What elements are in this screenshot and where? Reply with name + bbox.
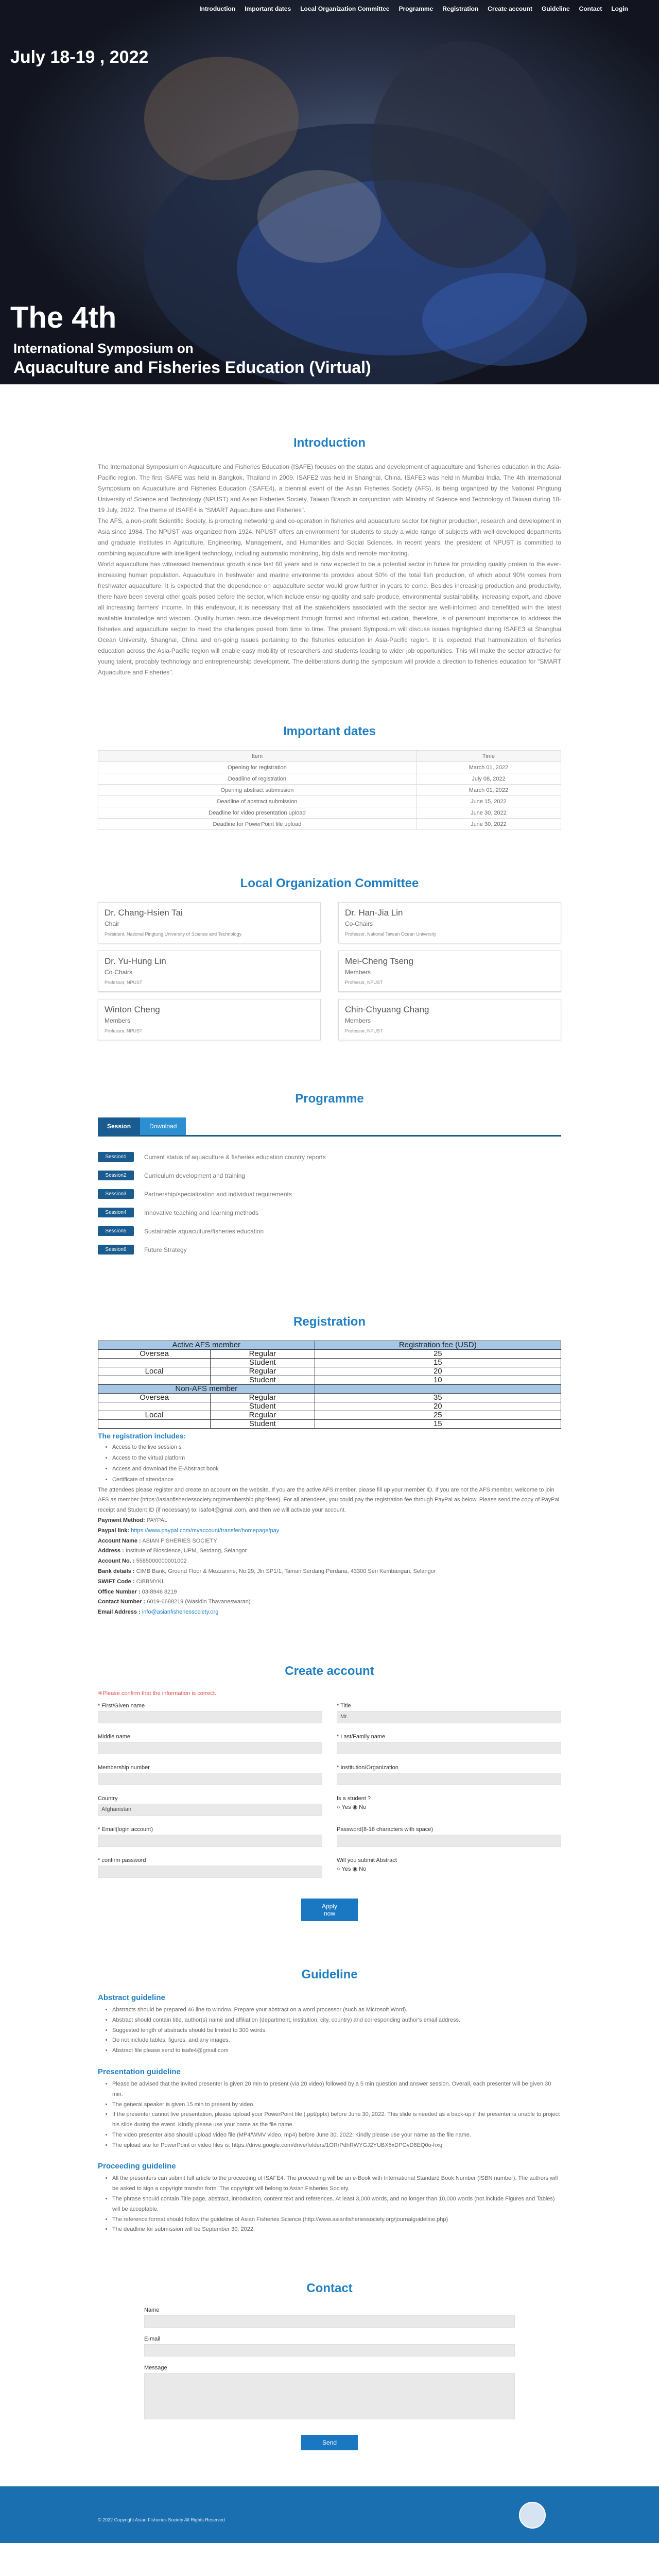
intro-paragraph: World aquaculture has witnessed tremendous growth since last 60 years and is now expected to be a potential sector in future for providing quality protein to the ever-increasing human population. Aquaculture in freshwater and marine environments provides about 50% of the total fish production, of which about 90% comes from freshwater aquaculture. It is expected that the dependence on aquaculture sector would grow further in years to come. Besides increasing production and productivity, there have been several other goals posed before the sector, which include ensuring quality and safe produce, environmental sustainability, increasing export, and above all increasing farmers' income. In this endeavour, it is necessary that all the stakeholders associated with the sector are well-informed and benefitted with the latest available knowledge and wisdom. Quality human resource development through formal and informal education, therefore, is of paramount importance to address the fisheries and aquaculture sector to meet the challenges posed from time to time. The present Symposium will discuss issues highlighted during ISAFE3 at Shanghai Ocean University, Shanghai, China and on-going issues pertaining to the fisheries education in Asia-Pacific region. It is expected that harmonization of fisheries education across the Asia-Pacific region will enable easy mobility of researchers and students leading to wider job opportunities. This will make the sector attractive for young talent, probably technology and entrepreneurship development. The deliberations during the symposium will provide a direction to fisheries education for "SMART Aquaculture and Fisheries". — [98, 561, 561, 676]
member-role: Co-Chairs — [345, 920, 373, 927]
session-title: Partnership/specialization and individual requirements — [144, 1190, 292, 1198]
member-role: Members — [345, 969, 371, 976]
nav-login[interactable]: Login — [611, 5, 628, 12]
contact-message-textarea[interactable] — [144, 2373, 515, 2419]
student-radio-group — [337, 1804, 561, 1810]
create-account-section — [98, 1618, 561, 1921]
important-dates-section — [98, 678, 561, 830]
list-item — [98, 1152, 561, 1162]
list-item: • The deadline for submission will be September 30, 2022. — [112, 2225, 561, 2235]
nav-programme[interactable]: Programme — [398, 5, 433, 12]
field-label: Country — [98, 1795, 118, 1802]
list-item: • The phrase should contain Title page, abstract, introduction, content text and references. At least 3,000 words, and no longer than 10,000 words (not include Figures and Tables) will be acceptable. — [112, 2194, 561, 2215]
table-header: Active AFS member — [98, 1341, 315, 1350]
table-row — [98, 1420, 561, 1429]
subsection-title: Presentation guideline — [98, 2067, 181, 2076]
table-cell: Regular — [211, 1350, 315, 1359]
table-row — [98, 1359, 561, 1367]
nav-important-dates[interactable]: Important dates — [245, 5, 291, 12]
tab-download[interactable]: Download — [140, 1117, 186, 1135]
nav-create-account[interactable]: Create account — [488, 5, 532, 12]
hero-edition: The 4th — [10, 301, 117, 334]
date-value: March 01, 2022 — [416, 762, 561, 773]
member-affiliation: President, National Pingtung University of Science and Technology — [105, 931, 241, 937]
session-title: Sustainable aquaculture/fisheries education — [144, 1227, 264, 1235]
list-item — [98, 1226, 561, 1236]
table-cell: Oversea — [98, 1350, 211, 1359]
table-cell: 25 — [315, 1411, 561, 1420]
list-item: • Do not include tables, figures, and any images. — [112, 2036, 561, 2046]
member-role: Members — [105, 1017, 131, 1024]
email-link[interactable]: info@asianfisheriessociety.org — [142, 1609, 219, 1616]
field-label: Password(8-16 characters with space) — [337, 1826, 433, 1833]
table-cell: 20 — [315, 1367, 561, 1376]
registration-info — [98, 1432, 561, 1618]
copyright: © 2022 Copyright Asian Fisheries Society All Rights Reserved — [98, 2517, 225, 2523]
list-item: • The reference format should follow the guideline of Asian Fisheries Science (http://www.asianfisheriessociety.org/journalguideline.php) — [112, 2215, 561, 2225]
middle-name-input[interactable] — [98, 1742, 322, 1754]
field-label: Will you submit Abstract — [337, 1857, 397, 1863]
password-field[interactable] — [337, 1835, 561, 1847]
field-label: * Title — [337, 1702, 351, 1709]
section-title: Guideline — [301, 1967, 358, 1981]
date-value: June 30, 2022 — [416, 807, 561, 819]
list-item: • The general speaker is given 15 min to present by video. — [112, 2100, 561, 2110]
table-row — [98, 773, 561, 785]
send-button[interactable]: Send — [301, 2435, 358, 2450]
member-card — [338, 902, 561, 943]
member-affiliation: Professor, NPUST — [345, 1028, 383, 1033]
detail-value: 03-8946 8219 — [142, 1588, 177, 1595]
session-badge: Session1 — [98, 1152, 134, 1162]
nav-introduction[interactable]: Introduction — [199, 5, 236, 12]
introduction-section — [98, 384, 561, 678]
table-cell — [98, 1420, 211, 1429]
section-title: Create account — [285, 1664, 374, 1678]
detail-value: 6019-6688219 (Wasidin Thavaneswaran) — [147, 1599, 251, 1605]
detail-value: 5585000000001002 — [136, 1558, 187, 1565]
hero-date: July 18-19 , 2022 — [10, 47, 149, 67]
member-affiliation: Professor, National Taiwan Ocean University — [345, 931, 437, 937]
detail-key: Payment Method: — [98, 1517, 145, 1523]
table-row — [98, 796, 561, 807]
email-field[interactable] — [98, 1835, 322, 1847]
detail-key: Paypal link: — [98, 1527, 130, 1534]
hero-title: Aquaculture and Fisheries Education (Virtual) — [13, 358, 371, 377]
member-role: Co-Chairs — [105, 969, 133, 976]
table-row — [98, 819, 561, 830]
section-title: Programme — [295, 1092, 364, 1106]
institution-input[interactable] — [337, 1773, 561, 1785]
radio-no[interactable]: ◉ — [352, 1804, 359, 1810]
contact-name-input[interactable] — [144, 2315, 515, 2328]
detail-key: SWIFT Code : — [98, 1578, 135, 1585]
member-name: Mei-Cheng Tseng — [345, 956, 413, 966]
programme-tabs — [98, 1117, 561, 1137]
table-row — [98, 807, 561, 819]
table-cell: Local — [98, 1411, 211, 1420]
detail-key: Address : — [98, 1548, 124, 1554]
list-item: • All the presenters can submit full article to the proceeding of ISAFE4. The proceeding will be an e-Book with International Standard Book Number (ISBN number). The authors will be asked to sign a copyright transfer form. The copyright will belong to Asian Fisheries Society. — [112, 2174, 561, 2194]
member-role: Members — [345, 1017, 371, 1024]
nav-committee[interactable]: Local Organization Committee — [300, 5, 390, 12]
member-name: Winton Cheng — [105, 1005, 160, 1014]
field-label: Message — [144, 2365, 167, 2371]
session-badge: Session2 — [98, 1171, 134, 1180]
includes-title: The registration includes: — [98, 1432, 186, 1440]
list-item: • Suggested length of abstracts should be limited to 300 words. — [112, 2026, 561, 2036]
table-cell — [98, 1376, 211, 1385]
dates-table — [98, 750, 561, 830]
list-item: • Abstracts should be prepared 46 line to window. Prepare your abstract on a word processor (such as Microsoft Word). — [112, 2005, 561, 2015]
table-row — [98, 1402, 561, 1411]
registration-note: The attendees please register and create an account on the website. If you are the active AFS member, please fill up your member ID. If you are not the AFS member, welcome to join AFS as member (https://asianfisheriessociety.org/membership.php?fees). For all attendees, you could pay the registration fee through PayPal as below. Please send the copy of PayPal receipt and Student ID (if necessary) to: isafe4@gmail.com, and then we will activate your account. — [98, 1486, 560, 1514]
table-cell: 25 — [315, 1350, 561, 1359]
radio-no[interactable]: ◉ — [352, 1866, 359, 1872]
session-badge: Session3 — [98, 1189, 134, 1199]
list-item: • The video presenter also should upload video file (MP4/WMV video, mp4) before June 30, 2022. Kindly please use your name as the file name. — [112, 2130, 561, 2141]
table-cell: 15 — [315, 1420, 561, 1429]
first-name-input[interactable] — [98, 1711, 322, 1723]
member-name: Dr. Han-Jia Lin — [345, 908, 403, 918]
detail-key: Contact Number : — [98, 1599, 146, 1605]
session-badge: Session4 — [98, 1208, 134, 1217]
table-header: Non-AFS member — [98, 1385, 315, 1394]
member-card — [98, 999, 321, 1040]
table-cell: Local — [98, 1367, 211, 1376]
member-card — [98, 951, 321, 992]
list-item: • Abstract should contain title, author(s) name and affiliation (department, institution, city, country) and corresponding author's email address. — [112, 2015, 561, 2026]
member-card — [338, 951, 561, 992]
list-item: • Abstract file please send to isafe4@gmail.com — [112, 2046, 561, 2056]
detail-key: Bank details : — [98, 1568, 135, 1574]
guideline-section — [98, 1921, 561, 2235]
hero-subtitle: International Symposium on — [13, 341, 194, 356]
date-value: June 15, 2022 — [416, 796, 561, 807]
contact-section — [98, 2235, 561, 2450]
session-badge: Session5 — [98, 1226, 134, 1236]
detail-key: Email Address : — [98, 1609, 141, 1616]
session-title: Curriculum development and training — [144, 1172, 246, 1179]
table-row — [98, 1367, 561, 1376]
list-item — [98, 1189, 561, 1199]
member-card — [338, 999, 561, 1040]
table-cell: Regular — [211, 1367, 315, 1376]
field-label: Membership number — [98, 1764, 150, 1771]
last-name-input[interactable] — [337, 1742, 561, 1754]
table-header: Item — [98, 751, 417, 762]
date-value: March 01, 2022 — [416, 785, 561, 796]
field-label: Is a student ? — [337, 1795, 371, 1802]
date-value: June 30, 2022 — [416, 819, 561, 830]
subsection-title: Proceeding guideline — [98, 2162, 176, 2171]
paypal-link[interactable]: https://www.paypal.com/myaccount/transfer/homepage/pay — [131, 1527, 280, 1534]
field-label: * Last/Family name — [337, 1733, 386, 1740]
date-item: Deadline for video presentation upload — [98, 807, 417, 819]
back-to-top-icon[interactable] — [519, 2502, 546, 2529]
intro-paragraph: The International Symposium on Aquaculture and Fisheries Education (ISAFE) focuses on the status and development of aquaculture and fisheries education in the Asia-Pacific region. The first ISAFE was held in Bangkok, Thailand in 2009. ISAFE2 was held in Shanghai, China. ISAFE3 was held in Mumbai India. The 4th International Symposium on Aquaculture and Fisheries Education (ISAFE4), a biennial event of the Asian Fisheries Society (AFS), is being organized by the National Pingtung University of Science and Technology (NPUST) and Asian Fisheries Society, Taiwan Branch in conjunction with Ministry of Science and Technology of Taiwan during 18-19 July, 2022. The theme of ISAFE4 is "SMART Aquaculture and Fisheries". — [98, 463, 561, 514]
detail-value: PAYPAL — [146, 1517, 168, 1523]
field-label: Name — [144, 2307, 160, 2314]
member-name: Dr. Chang-Hsien Tai — [105, 908, 183, 918]
top-navigation — [0, 0, 659, 18]
title-select[interactable]: Mr. — [337, 1711, 561, 1723]
detail-value: CIBBMYKL — [136, 1578, 165, 1585]
table-cell: Student — [211, 1359, 315, 1367]
nav-guideline[interactable]: Guideline — [541, 5, 570, 12]
apply-now-button[interactable]: Apply now — [301, 1899, 358, 1921]
table-cell — [315, 1385, 561, 1394]
detail-value: ASIAN FISHERIES SOCIETY — [142, 1537, 217, 1544]
table-header: Registration fee (USD) — [315, 1341, 561, 1350]
table-row — [98, 1411, 561, 1420]
table-row — [98, 785, 561, 796]
list-item: • Please be advised that the invited presenter is given 20 min to present (via 20 video) followed by a 5 min question and answer session. Overall, each presenter will be given 30 min. — [112, 2079, 561, 2100]
fee-table — [98, 1341, 561, 1429]
session-badge: Session6 — [98, 1245, 134, 1255]
field-label: * Institution/Organization — [337, 1764, 398, 1771]
programme-section — [98, 1040, 561, 1255]
radio-label: No — [359, 1866, 367, 1872]
member-affiliation: Professor, NPUST — [105, 980, 143, 985]
list-item — [98, 1245, 561, 1255]
abstract-radio-group — [337, 1866, 561, 1872]
list-item: • The upload site for PowerPoint or video files is: https://drive.google.com/drive/folders/1ORrPdhRWYGJ2YUBX5xDPGvD8EQ0o-hxq — [112, 2141, 561, 2151]
member-name: Dr. Yu-Hung Lin — [105, 956, 166, 966]
radio-label: Yes — [341, 1866, 351, 1872]
date-item: Deadline for PowerPoint file upload — [98, 819, 417, 830]
account-form — [98, 1703, 561, 1878]
field-label: * Email(login account) — [98, 1826, 153, 1833]
list-item: • Access to the live session s — [112, 1442, 561, 1453]
detail-value: Institute of Bioscience, UPM, Serdang, Selangor — [125, 1548, 247, 1554]
radio-yes[interactable]: ○ — [337, 1866, 342, 1872]
table-cell: Oversea — [98, 1394, 211, 1402]
member-name: Chin-Chyuang Chang — [345, 1005, 429, 1014]
section-title: Important dates — [283, 724, 376, 738]
table-cell: Regular — [211, 1411, 315, 1420]
hero-banner — [0, 0, 659, 384]
radio-label: No — [359, 1804, 367, 1810]
subsection-title: Abstract guideline — [98, 1993, 165, 2002]
session-title: Future Strategy — [144, 1246, 187, 1253]
list-item: • Certificate of attendance — [112, 1475, 561, 1485]
section-title: Local Organization Committee — [240, 876, 419, 890]
session-title: Innovative teaching and learning methods — [144, 1209, 259, 1216]
table-cell: Student — [211, 1420, 315, 1429]
field-label: E-mail — [144, 2336, 161, 2343]
nav-contact[interactable]: Contact — [579, 5, 602, 12]
table-row — [98, 1376, 561, 1385]
intro-paragraph: The AFS, a non-profit Scientific Society, is promoting networking and co-operation in fisheries and aquaculture sector for higher production, research and development in Asia since 1984. The NPUST was organized from 1924. NPUST offers an environment for students to study a wide range of subjects with well developed departments and graduate institutes in Agriculture, Engineering, Management, and Humanities and Social Sciences. In recent years, the president of NPUST is committed to combining aquaculture with intelligent technology, including automatic monitoring, big data and remote monitoring. — [98, 517, 561, 557]
detail-key: Office Number : — [98, 1588, 141, 1595]
list-item — [98, 1171, 561, 1180]
field-label: * confirm password — [98, 1857, 146, 1863]
table-cell: 35 — [315, 1394, 561, 1402]
list-item: • Access to the virtual platform — [112, 1453, 561, 1464]
form-note: ※Please confirm that the information is correct. — [98, 1690, 216, 1697]
detail-key: Account No. : — [98, 1558, 135, 1565]
table-cell: 15 — [315, 1359, 561, 1367]
radio-label: Yes — [341, 1804, 351, 1810]
session-title: Current status of aquaculture & fisheries education country reports — [144, 1153, 326, 1161]
table-row — [98, 762, 561, 773]
field-label: * First/Given name — [98, 1702, 145, 1709]
date-value: July 08, 2022 — [416, 773, 561, 785]
table-cell: Regular — [211, 1394, 315, 1402]
section-title: Introduction — [293, 436, 366, 450]
registration-section — [98, 1263, 561, 1618]
table-cell — [98, 1402, 211, 1411]
section-title: Registration — [293, 1315, 366, 1329]
radio-yes[interactable]: ○ — [337, 1804, 342, 1810]
table-cell: Student — [211, 1376, 315, 1385]
tab-session[interactable]: Session — [98, 1117, 140, 1135]
member-affiliation: Professor, NPUST — [345, 980, 383, 985]
field-label: Middle name — [98, 1733, 130, 1740]
country-select[interactable]: Afghanistan — [98, 1804, 322, 1816]
list-item: • If the presenter cannot live presentation, please upload your PowerPoint file (.ppt/pptx) before June 30, 2022. This slide is needed as a back-up if the presenter is unable to project his slide during the event. Kindly please use your name as the file name. — [112, 2110, 561, 2130]
date-item: Deadline of abstract submission — [98, 796, 417, 807]
nav-registration[interactable]: Registration — [442, 5, 479, 12]
member-role: Chair — [105, 920, 119, 927]
table-cell: 10 — [315, 1376, 561, 1385]
date-item: Opening abstract submission — [98, 785, 417, 796]
table-cell — [98, 1359, 211, 1367]
footer — [0, 2486, 659, 2543]
membership-input[interactable] — [98, 1773, 322, 1785]
confirm-password-field[interactable] — [98, 1866, 322, 1878]
date-item: Deadline of registration — [98, 773, 417, 785]
table-row — [98, 1350, 561, 1359]
section-title: Contact — [306, 2281, 353, 2296]
table-header: Time — [416, 751, 561, 762]
table-row — [98, 1394, 561, 1402]
member-card — [98, 902, 321, 943]
table-cell: 20 — [315, 1402, 561, 1411]
contact-email-input[interactable] — [144, 2344, 515, 2357]
date-item: Opening for registration — [98, 762, 417, 773]
detail-key: Account Name : — [98, 1537, 141, 1544]
contact-form — [144, 2307, 515, 2450]
list-item: • Access and download the E-Abstract book — [112, 1464, 561, 1475]
table-cell: Student — [211, 1402, 315, 1411]
committee-section — [98, 830, 561, 1040]
member-affiliation: Professor, NPUST — [105, 1028, 143, 1033]
detail-value: CIMB Bank, Ground Floor & Mezzanine, No.29, Jln SP1/1, Taman Serdang Perdana, 43300 Seri Kembangan, Selangor — [136, 1568, 436, 1574]
list-item — [98, 1208, 561, 1217]
